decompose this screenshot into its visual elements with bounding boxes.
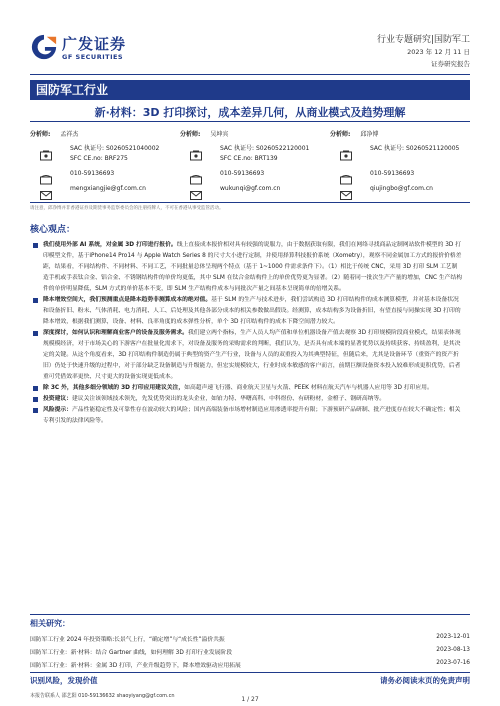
- core-views-body: [33, 240, 463, 427]
- logo-name: 广发证券: [62, 35, 127, 53]
- analyst-sac-number: SAC 执证号: S0260522120001: [220, 145, 310, 152]
- paragraph-risk: 风险提示：产品性能稳定性及可靠性存在波动较大的风险；国内高端装备市场增材制造应用渗透率提升有限；下游预研产品研制、批产进度存在较大不确定性；相关专利引发的法律风险等。: [33, 405, 463, 427]
- analyst-heading: 分析师: 吴坤宾: [180, 131, 229, 138]
- phone-icon: [190, 146, 202, 165]
- bullet-icon: [33, 243, 38, 248]
- paragraph-business-model: 深度探讨，如何认识和理解商业客户的设备及服务需求。我们建立两个指标，生产人员人均产值和单位机器设备产值去观察 3D 打印规模阶段商业模式，结果表体现规模模经济，对于市场关心的下游客户在批量化需求下，对设备及服务的采购需求的判断，我们认为，是否具有成本端的显著优势以及持续获客、持续盈利，是其决定的关键。从这个角度看来，3D 打印结构件制造仍属于典型的资产生产行业，设备与人员的双重投入为其典型特征，但随后来，尤其是设备环节（重资产的资产折旧）仍处于快速升级的过程中，对于部分缺乏设备制造与升级能力，但宏实规模较大，行业时成本敏感的客户而言，前期巨额设备资本投入较难形成更积优势，后者重可凭借效率更快、尺寸更大的设备实现更低成本。: [33, 328, 463, 383]
- related-item[interactable]: 国防军工行业：新·材料：金属 3D 打印，产业升级趋势下，降本增效驱动应用拓展 2023-07-16: [30, 660, 470, 669]
- analyst-sfc-number: SFC CE.no: BRF275: [70, 155, 128, 162]
- header-divider: [30, 74, 470, 75]
- report-title: 新·材料：3D 打印探讨，成本差异几何，从商业模式及趋势理解: [94, 106, 406, 119]
- bullet-icon: [33, 408, 38, 413]
- disclaimer-note: 请注意，邱净博并非香港证券及期货事务监察委员会的注册持牌人，不可在香港从事受监管活动。: [30, 206, 224, 211]
- paragraph-other-fields: 除 3C 外，其他多细分领域的 3D 打印应用建议关注，如高超声速飞行器、商业航天卫星与火箭、PEEK 材料在航天汽车与机器人应用等 3D 打印应用。: [33, 383, 463, 394]
- analyst-email[interactable]: mengxiangjie@gf.com.cn: [70, 185, 146, 192]
- analyst-sfc-number: SFC CE.no: BRT139: [220, 155, 278, 162]
- gf-logo-icon: [30, 32, 58, 62]
- phone-icon: [40, 146, 52, 165]
- footer-slogan: 识别风险，发现价值: [30, 676, 98, 685]
- analyst-divider: [30, 202, 470, 203]
- report-label: 证券研究报告: [431, 60, 470, 68]
- bullet-icon: [33, 386, 38, 391]
- footer-contact: 本报告联系人 邵艺阳 010-59136632 shaoyiyang@gf.com.cn: [30, 693, 175, 699]
- core-views-title: 核心观点：: [30, 225, 76, 235]
- analyst-sac-number: SAC 执证号: S0260521040002: [70, 145, 160, 152]
- analyst-heading: 分析师: 孟祥杰: [30, 131, 79, 138]
- analyst-email[interactable]: wukunqi@gf.com.cn: [220, 185, 281, 192]
- analyst-phone: 010-59136693: [70, 170, 115, 177]
- industry-banner: 国防军工行业: [30, 80, 470, 100]
- footer-disclaimer-link[interactable]: 请务必阅读末页的免责声明: [380, 676, 470, 685]
- bullet-icon: [33, 331, 38, 336]
- bullet-icon: [33, 298, 38, 303]
- footer-divider: [30, 672, 470, 673]
- title-divider: [30, 121, 470, 122]
- phone-icon: [340, 146, 352, 165]
- analyst-phone: 010-59136693: [370, 170, 415, 177]
- analyst-sac-number: SAC 执证号: S0260521120005: [370, 145, 460, 152]
- analyst-email[interactable]: qiujingbo@gf.com.cn: [370, 185, 433, 192]
- report-type: 行业专题研究|国防军工: [376, 35, 470, 45]
- related-research-title: 相关研究：: [30, 619, 70, 628]
- related-item[interactable]: 国防军工行业 2024 年投资策略:长景气上行，“确定增”与“成长性”溢价共振 2023-12-01: [30, 634, 470, 643]
- related-divider: [30, 614, 470, 615]
- analyst-heading: 分析师: 邱净博: [330, 131, 379, 138]
- paragraph-ai-quote: 我们使用外部 AI 系统，对金属 3D 打印进行报价。线上直接成本报价相对具有较强的说服力，由于数据获取有限，我们在网络寻找商品定制网站软件模型的 3D 打印模型文件，基于iPhone14 Pro14 与 Apple Watch Series 8 的尺寸大小进行定制，并使用择算科技报价系统（Xometry），观察不同金属加工方式的报价价格差距，结果看，不同结构件、不同材料、不同工艺，不同批量总体呈现两个特点（基于 1~1000 件需求条件下）。（1）相比于传统 CNC，采用 3D 打印 SLM 工艺制造手机或手表钛合金、铝合金、不锈钢结构件的单价均更低，其中 SLM 在钛合金结构件上的单价优势更为显著。（2）随着同一批次生产产量的增加，CNC 生产结构件的单价明显降低，SLM 方式的单价基本不变，即 SLM 生产结构件成本与同批次产量之间基本呈现简单的倍增关系。: [33, 240, 463, 295]
- analyst-phone: 010-59136693: [220, 170, 265, 177]
- logo-english: GF SECURITIES: [62, 53, 124, 61]
- bullet-icon: [33, 397, 38, 402]
- page-number: 1 / 27: [241, 696, 259, 703]
- related-item[interactable]: 国防军工行业：新·材料：结合 Gartner 曲线，如何理解 3D 打印行业发展阶段 2023-08-13: [30, 647, 470, 656]
- paragraph-cost-model: 降本增效空间大，我们预测重点是降本趋势非测算成本的绝对值。基于 SLM 的生产与技术进步，我们尝试构造 3D 打印结构件的成本测算模型，并对基本设备状况和设备折旧、粉末、气体消耗、电力消耗、人工、后处理及其他各部分成本的相关参数做出假设。经测算，成本结构多为设备折旧，有望直接与同操实现 3D 打印的降本增效，根据我们测算，设备、材料、良率角度的成本弹性分析，单个 3D 打印结构件的成本下降空间潜力较大。: [33, 295, 463, 328]
- paragraph-investment: 投资建议：建议关注该领域技术领先，先发优势突出的龙头企业，如铂力特、华曙高科、中科煜份、有研粉材，金橙子、钢研高纳等。: [33, 394, 463, 405]
- report-date: 2023 年 12 月 11 日: [407, 48, 470, 56]
